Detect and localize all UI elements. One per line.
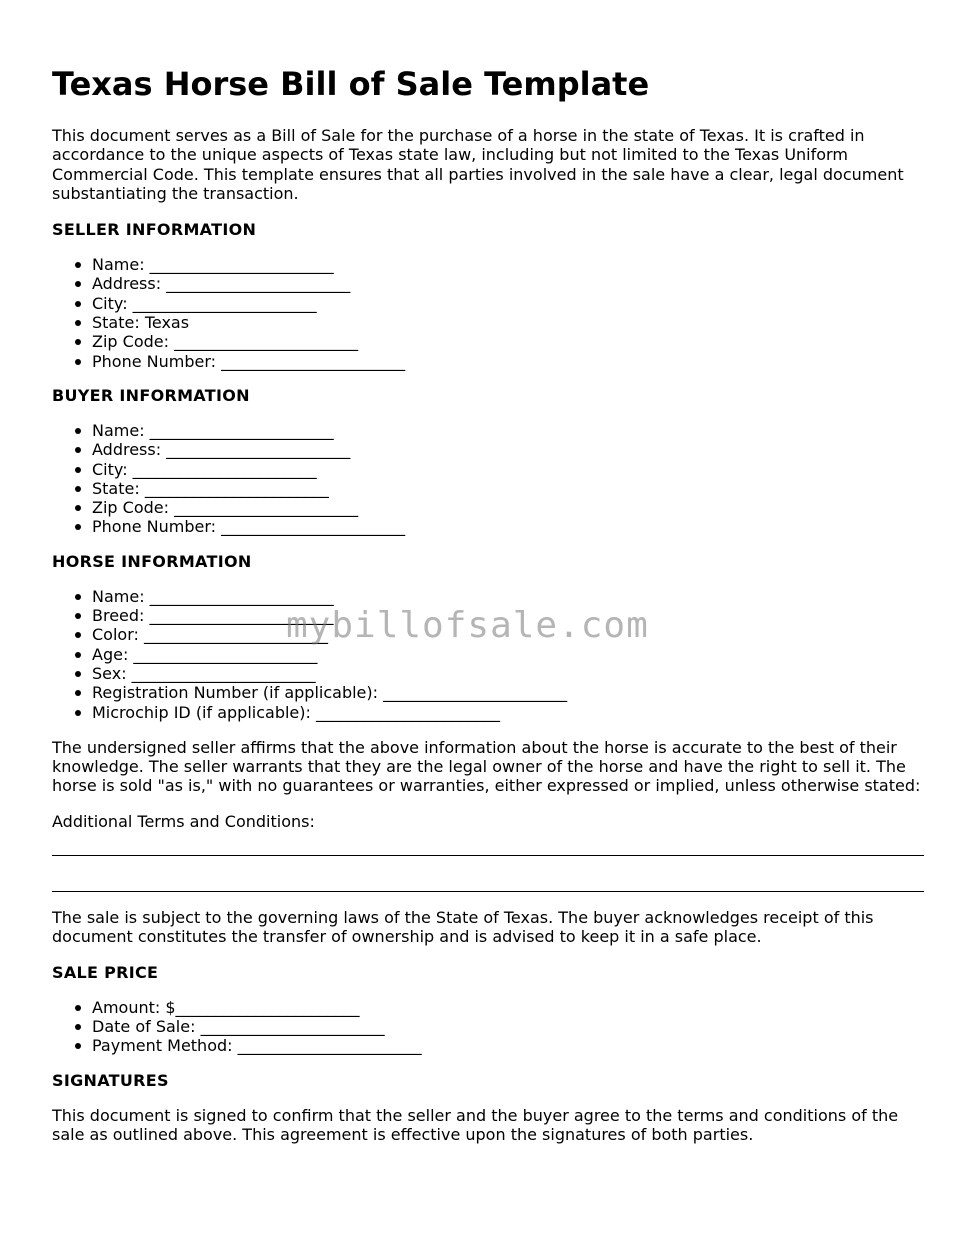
intro-paragraph: This document serves as a Bill of Sale for the purchase of a horse in the state of Texas. It is crafted in accordance to the unique aspects of Texas state law, including but not limited to the Texas Uniform Commercial Code. This template ensures that all parties involved in the sale have a clear, legal document substantiating the transaction. [52,126,904,203]
seller-city-field: City: _______________________ [52,294,924,313]
buyer-phone-field: Phone Number: _______________________ [52,517,924,536]
buyer-zip-field: Zip Code: _______________________ [52,498,924,517]
horse-registration-field: Registration Number (if applicable): _______________________ [52,683,924,702]
horse-microchip-field: Microchip ID (if applicable): _______________________ [52,703,924,722]
buyer-heading: BUYER INFORMATION [52,385,250,405]
horse-sex-field: Sex: _______________________ [52,664,924,683]
payment-method-field: Payment Method: _______________________ [52,1036,924,1055]
buyer-city-field: City: _______________________ [52,460,924,479]
horse-color-field: Color: _______________________ [52,625,924,644]
seller-list [52,255,924,371]
buyer-name-field: Name: _______________________ [52,421,924,440]
terms-line-1 [52,855,924,856]
seller-name-field: Name: _______________________ [52,255,924,274]
horse-age-field: Age: _______________________ [52,645,924,664]
sale-date-field: Date of Sale: _______________________ [52,1017,924,1036]
terms-line-2 [52,891,924,892]
seller-zip-field: Zip Code: _______________________ [52,332,924,351]
horse-heading: HORSE INFORMATION [52,551,252,571]
seller-phone-field: Phone Number: _______________________ [52,352,924,371]
horse-list [52,587,924,722]
sale-price-list [52,998,924,1056]
sale-amount-field: Amount: $_______________________ [52,998,924,1017]
horse-name-field: Name: _______________________ [52,587,924,606]
document-title: Texas Horse Bill of Sale Template [52,65,650,103]
signatures-paragraph: This document is signed to confirm that the seller and the buyer agree to the terms and conditions of the sale as outlined above. This agreement is effective upon the signatures of both parties. [52,1105,899,1144]
additional-terms-label: Additional Terms and Conditions: [52,811,315,831]
buyer-list [52,421,924,537]
horse-breed-field: Breed: _______________________ [52,606,924,625]
affirmation-paragraph: The undersigned seller affirms that the above information about the horse is accurate to the best of their knowledge. The seller warrants that they are the legal owner of the horse and have the right to sell it. The horse is sold "as is," with no guarantees or warranties, either expressed or implied, unless otherwise stated: [52,737,921,796]
watermark: mybillofsale.com [286,605,649,646]
buyer-state-field: State: _______________________ [52,479,924,498]
seller-address-field: Address: _______________________ [52,274,924,293]
signatures-heading: SIGNATURES [52,1070,169,1090]
seller-heading: SELLER INFORMATION [52,220,257,240]
sale-price-heading: SALE PRICE [52,962,159,982]
governing-law-paragraph: The sale is subject to the governing laws of the State of Texas. The buyer acknowledges receipt of this document constitutes the transfer of ownership and is advised to keep it in a safe place. [52,908,874,947]
seller-state-field: State: Texas [52,313,924,332]
buyer-address-field: Address: _______________________ [52,440,924,459]
document-page [52,0,924,1144]
